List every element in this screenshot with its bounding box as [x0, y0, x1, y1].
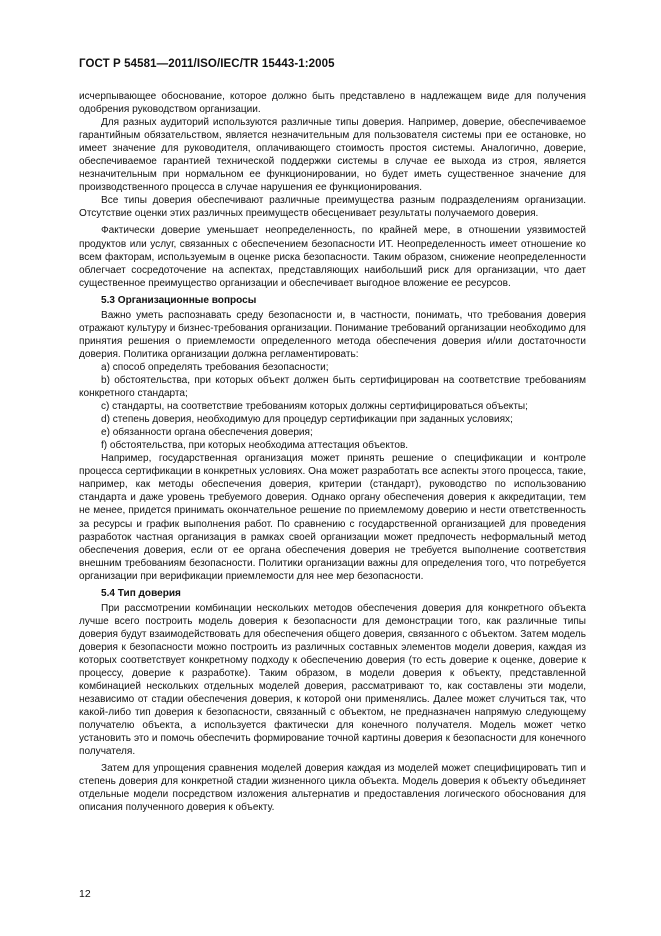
document-body	[79, 90, 586, 815]
paragraph: Все типы доверия обеспечивают различные преимущества разным подразделениям организации. Отсутствие оценки этих различных преимуществ обесценивает результаты получаемого доверия.	[79, 195, 586, 220]
list-item: a) способ определять требования безопасности;	[101, 361, 329, 373]
paragraph: Фактически доверие уменьшает неопределенность, по крайней мере, в отношении уязвимостей продуктов или услуг, связанных с обеспечением безопасности ИТ. Неопределенность имеет отношение ко всем факторам, используемым в оценке риска безопасности. Таким образом, снижение неопределенности облегчает сосредоточение на аспектах, представляющих наибольший риск для организации, что дает существенное преимущество организации и обеспечивает выгодное вложение ее ресурсов.	[79, 225, 586, 289]
paragraph: Для разных аудиторий используются различные типы доверия. Например, доверие, обеспечиваемое гарантийным обязательством, является незначительным для пользователя системы при ее остановке, но имеет значение для руководителя, оплачивающего стоимость простоя системы. Аналогично, доверие, обеспечиваемое гарантией технической поддержки системы в случае ее выхода из строя, является незначительным при нормальном ее функционировании, но будет иметь существенное значение для производственного процесса в случае нарушения ее функционирования.	[79, 117, 586, 194]
paragraph: Важно уметь распознавать среду безопасности и, в частности, понимать, что требования доверия отражают культуру и бизнес-требования организации. Понимание требований организации необходимо для принятия решения о приемлемости определенного метода обеспечения доверия и/или достаточности доверия. Политика организации должна регламентировать:	[79, 309, 586, 360]
paragraph: Например, государственная организация может принять решение о спецификации и контроле процесса сертификации в конкретных условиях. Она может разработать все аспекты этого процесса, такие, например, как методы обеспечения доверия, критерии (стандарт), руководство по использованию стандарта и даже уровень требуемого доверия. Однако органу обеспечения доверия к аккредитации, тем не менее, придется принимать окончательное решение по приемлемому доверию и нести ответственность за ресурсы и график выполнения работ. По сравнению с государственной организацией для проведения разработок частная организация в рамках своей организации может предпочесть неформальный метод обеспечения доверия, если от ее органа обеспечения доверия не требуется выполнение соответствия внешним требованиям безопасности. Политики организации важны для определения того, что потребуется организации при верификации приемлемости для нее мер безопасности.	[79, 453, 586, 582]
section-heading-5-4: 5.4 Тип доверия	[101, 587, 181, 599]
section-heading-5-3: 5.3 Организационные вопросы	[101, 294, 257, 306]
paragraph: При рассмотрении комбинации нескольких методов обеспечения доверия для конкретного объекта лучше всего построить модель доверия к безопасности для демонстрации того, как различные типы доверия будут взаимодействовать для обеспечения общего доверия, связанного с объектом. Затем модель доверия к безопасности можно построить из различных составных элементов модели доверия, каждая из которых соответствует конкретному подходу к обеспечению доверия (то есть доверие к оценке, доверие к процессу, доверие к разработке). Таким образом, в модели доверия к объекту, представленной комбинацией нескольких отдельных моделей доверия, рассматривают то, как составлены эти модели, независимо от стадии обеспечения доверия, к которой они применялись. Далее может случиться так, что какой-либо тип доверия к безопасности, связанный с объектом, не предназначен напрямую следующему получателю объекта, а используется фактически для конечного получателя. Модель может четко установить это и помочь обеспечить формирование точной картины доверия к безопасности для конечного получателя.	[79, 602, 586, 758]
document-header: ГОСТ Р 54581—2011/ISO/IEC/TR 15443-1:2005	[79, 58, 335, 70]
paragraph: Затем для упрощения сравнения моделей доверия каждая из моделей может специфицировать тип и степень доверия для конкретной стадии жизненного цикла объекта. Модель доверия к объекту объединяет отдельные модели посредством изложения альтернатив и предоставления логического обоснования для описания полученного доверия к объекту.	[79, 763, 586, 814]
list-item: f) обстоятельства, при которых необходима аттестация объектов.	[101, 440, 409, 452]
list-item: b) обстоятельства, при которых объект должен быть сертифицирован на соответствие требованиям конкретного стандарта;	[79, 374, 586, 400]
paragraph: исчерпывающее обоснование, которое должно быть представлено в надлежащем виде для получения одобрения руководством организации.	[79, 91, 586, 116]
list-item: e) обязанности органа обеспечения доверия;	[101, 427, 313, 439]
list-item: c) стандарты, на соответствие требованиям которых должны сертифицироваться объекты;	[101, 401, 528, 413]
list-item: d) степень доверия, необходимую для процедур сертификации при заданных условиях;	[101, 414, 513, 426]
page-number: 12	[79, 888, 91, 900]
